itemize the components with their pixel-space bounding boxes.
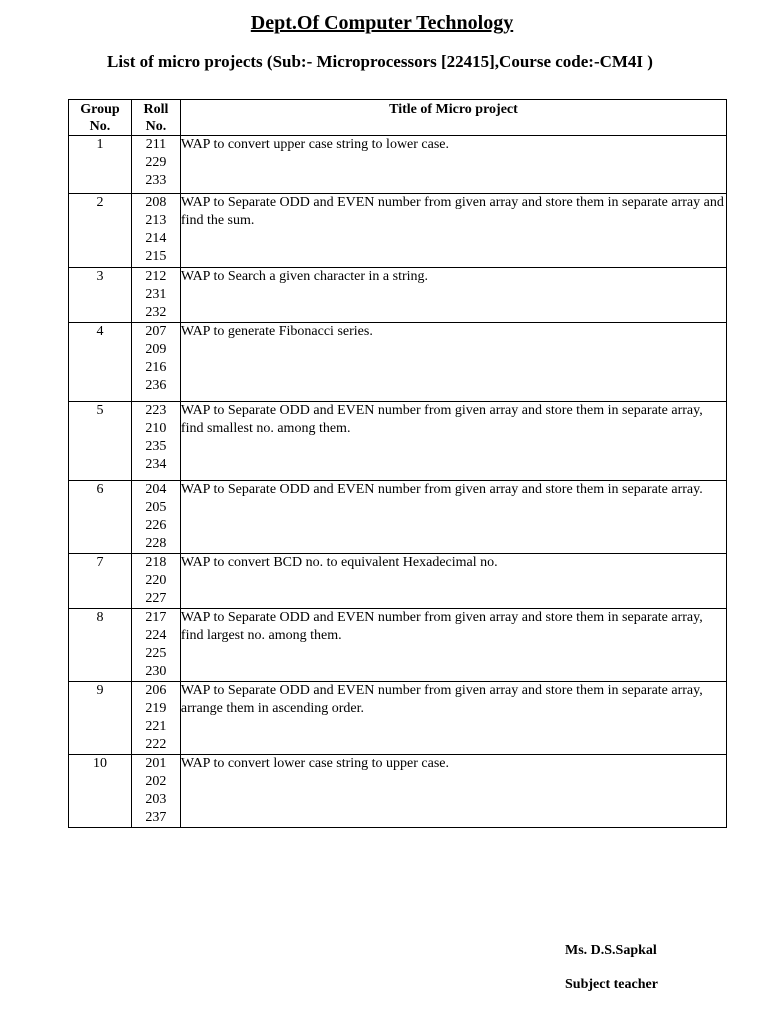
roll-number: 229 [145,155,167,170]
roll-number: 214 [145,231,167,246]
roll-number: 222 [145,737,167,752]
roll-number: 223 [145,403,167,418]
teacher-role: Subject teacher [565,977,658,992]
teacher-name: Ms. D.S.Sapkal [565,943,657,958]
project-title: WAP to Separate ODD and EVEN number from given array and store them in separate array and find the sum. [180,194,726,268]
roll-numbers [131,194,180,268]
roll-number: 210 [145,421,167,436]
project-title: WAP to Separate ODD and EVEN number from given array and store them in separate array, arrange them in ascending order. [180,682,726,755]
roll-number: 228 [145,536,167,551]
table-row [69,682,727,755]
roll-numbers [131,609,180,682]
roll-number: 207 [145,324,167,339]
roll-numbers [131,323,180,402]
table-body [69,136,727,828]
roll-number: 216 [145,360,167,375]
table-row [69,609,727,682]
table-row [69,755,727,828]
table-row [69,402,727,481]
group-number: 3 [69,268,132,323]
table-row [69,554,727,609]
table-row [69,323,727,402]
roll-number: 226 [145,518,167,533]
roll-number: 201 [145,756,167,771]
roll-number: 211 [145,137,167,152]
roll-number: 231 [145,287,167,302]
roll-number: 234 [145,457,167,472]
project-title: WAP to convert lower case string to upper case. [180,755,726,828]
group-number: 1 [69,136,132,194]
table-header-row [69,100,727,136]
project-title: WAP to Search a given character in a string. [180,268,726,323]
column-header-group-no: Group No. [69,100,132,136]
roll-number: 204 [145,482,167,497]
group-number: 4 [69,323,132,402]
roll-numbers [131,755,180,828]
list-title: List of micro projects (Sub:- Microprocessors [22415],Course code:-CM4I ) [107,52,653,71]
group-number: 6 [69,481,132,554]
project-title: WAP to convert upper case string to lower case. [180,136,726,194]
group-number: 9 [69,682,132,755]
roll-number: 209 [145,342,167,357]
project-title: WAP to Separate ODD and EVEN number from given array and store them in separate array. [180,481,726,554]
roll-number: 212 [145,269,167,284]
roll-number: 206 [145,683,167,698]
roll-number: 227 [145,591,167,606]
roll-numbers [131,136,180,194]
table-row [69,136,727,194]
roll-numbers [131,481,180,554]
roll-number: 203 [145,792,167,807]
project-title: WAP to generate Fibonacci series. [180,323,726,402]
group-number: 5 [69,402,132,481]
column-header-roll-no: Roll No. [131,100,180,136]
roll-numbers [131,268,180,323]
project-title: WAP to convert BCD no. to equivalent Hexadecimal no. [180,554,726,609]
roll-number: 208 [145,195,167,210]
department-title: Dept.Of Computer Technology [250,12,514,34]
micro-project-table [68,99,727,828]
roll-number: 225 [145,646,167,661]
roll-number: 217 [145,610,167,625]
column-header-title: Title of Micro project [180,100,726,136]
roll-number: 218 [145,555,167,570]
table-row [69,194,727,268]
roll-number: 237 [145,810,167,825]
roll-number: 220 [145,573,167,588]
roll-number: 232 [145,305,167,320]
roll-number: 224 [145,628,167,643]
roll-number: 221 [145,719,167,734]
roll-numbers [131,682,180,755]
roll-number: 233 [145,173,167,188]
group-number: 2 [69,194,132,268]
group-number: 10 [69,755,132,828]
project-title: WAP to Separate ODD and EVEN number from given array and store them in separate array, find smallest no. among them. [180,402,726,481]
roll-number: 215 [145,249,167,264]
table-row [69,481,727,554]
roll-number: 236 [145,378,167,393]
project-title: WAP to Separate ODD and EVEN number from given array and store them in separate array, find largest no. among them. [180,609,726,682]
roll-number: 219 [145,701,167,716]
roll-number: 230 [145,664,167,679]
roll-numbers [131,554,180,609]
group-number: 8 [69,609,132,682]
group-number: 7 [69,554,132,609]
roll-number: 235 [145,439,167,454]
roll-number: 202 [145,774,167,789]
roll-number: 213 [145,213,167,228]
table-row [69,268,727,323]
roll-number: 205 [145,500,167,515]
roll-numbers [131,402,180,481]
